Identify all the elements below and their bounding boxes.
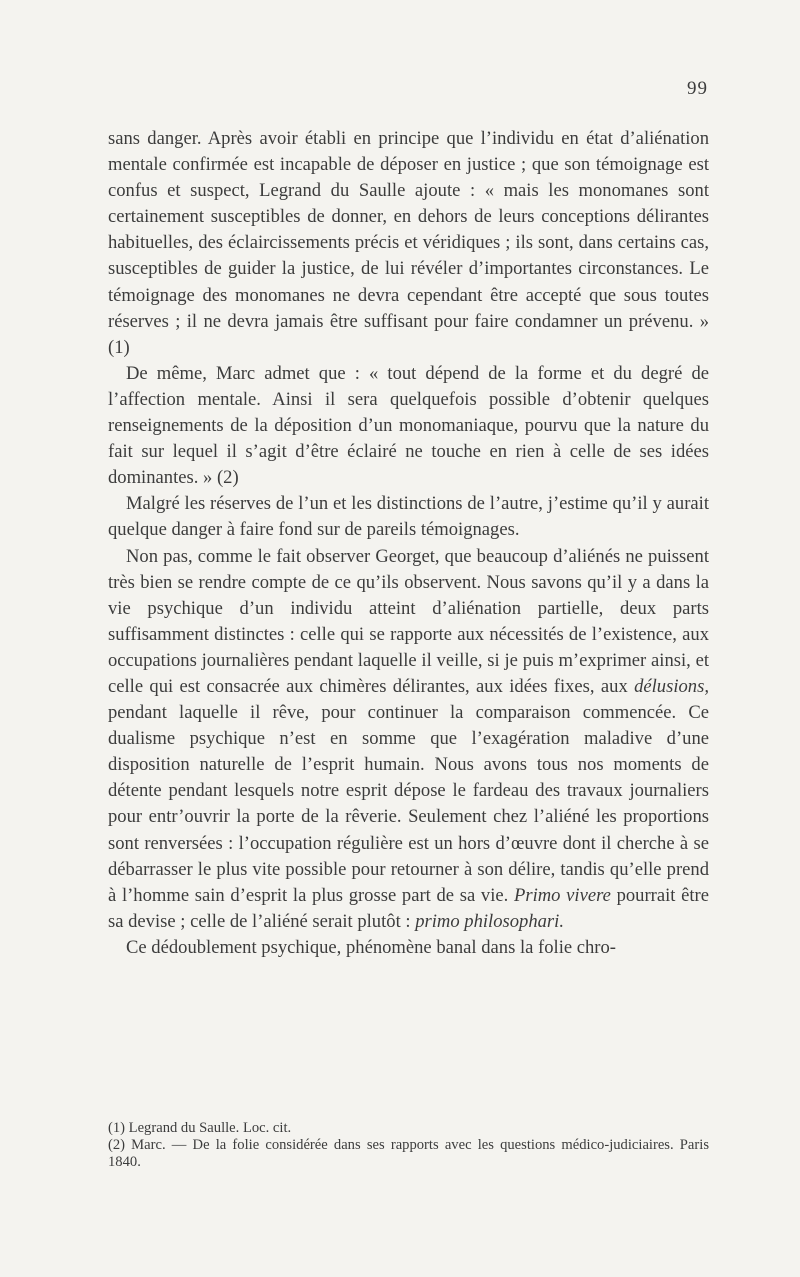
- paragraph: [108, 361, 709, 491]
- paragraph: [108, 491, 709, 543]
- italic-phrase: primo philosophari.: [415, 910, 564, 932]
- text-run: De même, Marc admet que : « tout dépend de la forme et du degré de l’affection mentale. Ainsi il sera quelquefois possible d’obtenir quelques renseignements de la déposition d’un monomaniaque, pourvu que la nature du fait sur lequel il s’agit d’être éclairé ne touche en rien à celle de ses idées dominantes. » (2): [108, 362, 709, 489]
- paragraph: [108, 126, 709, 361]
- text-run: sans danger. Après avoir établi en principe que l’individu en état d’aliénation mentale confirmée est incapable de déposer en justice ; que son témoignage est confus et suspect, Legrand du Saulle ajoute : « mais les monomanes sont certainement susceptibles de donner, en dehors de leurs conceptions délirantes habituelles, des éclaircissements précis et véridiques ; ils sont, dans certains cas, susceptibles de guider la justice, de lui révéler d’importantes circonstances. Le témoignage des monomanes ne devra cependant être accepté que sous toutes réserves ; il ne devra jamais être suffisant pour faire condamner un prévenu. » (1): [108, 128, 709, 358]
- italic-term: délusions,: [634, 675, 709, 697]
- text-run: Non pas, comme le fait observer Georget, que beaucoup d’aliénés ne puissent très bien se rendre compte de ce qu’ils observent. Nous savons qu’il y a dans la vie psychique d’un individu atteint d’aliénation partielle, deux parts suffisamment distinctes : celle qui se rapporte aux nécessités de l’existence, aux occupations journalières pendant laquelle il veille, si je puis m’exprimer ainsi, et celle qui est consacrée aux chimères délirantes, aux idées fixes, aux: [108, 545, 709, 697]
- text-run: Ce dédoublement psychique, phénomène banal dans la folie chro-: [126, 936, 616, 958]
- italic-phrase: Primo vivere: [513, 884, 611, 906]
- text-run: Malgré les réserves de l’un et les distinctions de l’autre, j’estime qu’il y aurait quelque danger à faire fond sur de pareils témoignages.: [108, 493, 709, 541]
- text-run: pendant laquelle il rêve, pour continuer la comparaison commencée. Ce dualisme psychique n’est en somme que l’exagération maladive d’une disposition naturelle de l’esprit humain. Nous avons tous nos moments de détente pendant lesquels notre esprit dépose le fardeau des travaux journaliers pour entr’ouvrir la porte de la rêverie. Seulement chez l’aliéné les proportions sont renversées : l’occupation régulière est un hors d’œuvre dont il cherche à se débarrasser le plus vite possible pour retourner à son délire, tandis qu’elle prend à l’homme sain d’esprit la plus grosse part de sa vie.: [108, 702, 709, 906]
- paragraph: [108, 935, 709, 961]
- text-run: pourrait être sa devise ; celle de l’aliéné serait plutôt :: [108, 884, 709, 932]
- footnote: (1) Legrand du Saulle. Loc. cit.: [108, 1120, 292, 1136]
- paragraph: [108, 544, 709, 935]
- page-number: 99: [687, 78, 708, 99]
- footnotes: [108, 1120, 709, 1171]
- body-text: [108, 126, 709, 961]
- footnote: (2) Marc. — De la folie considérée dans ses rapports avec les questions médico-judiciaires. Paris 1840.: [108, 1137, 709, 1170]
